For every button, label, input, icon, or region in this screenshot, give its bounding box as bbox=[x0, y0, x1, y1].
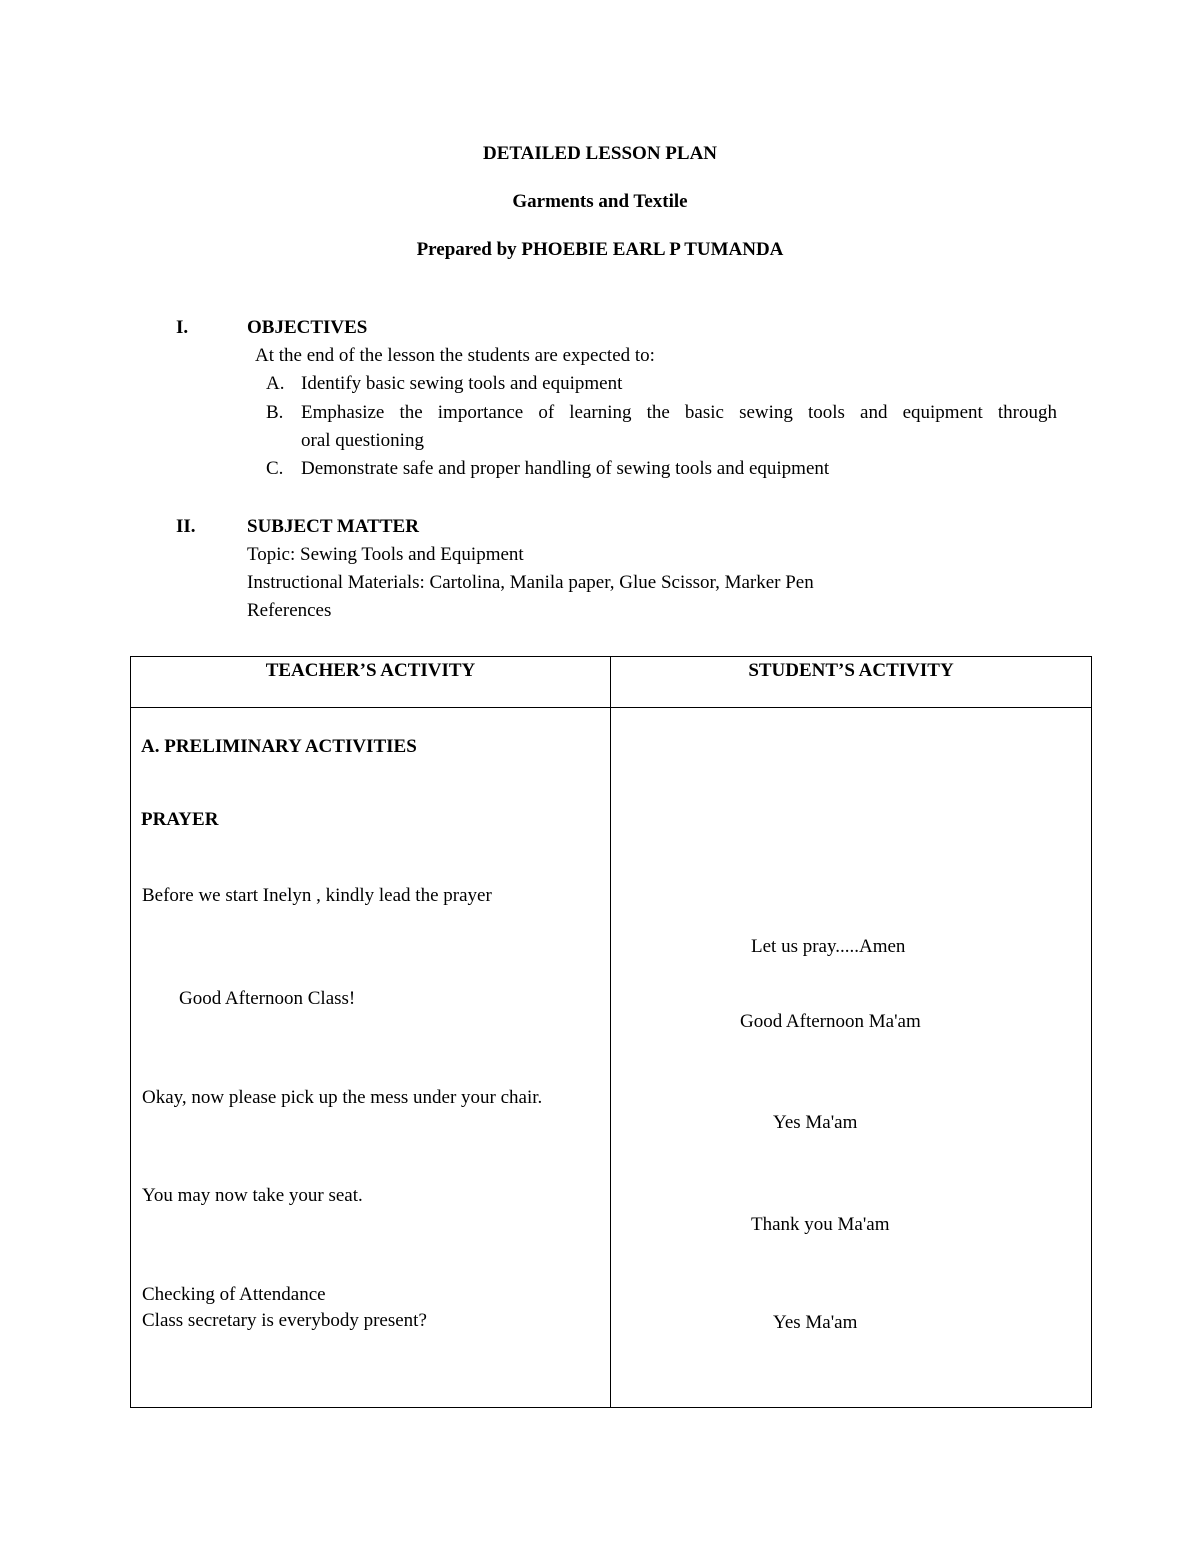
prayer-heading: PRAYER bbox=[141, 809, 219, 830]
objectives-numeral: I. bbox=[176, 317, 189, 338]
student-greeting-reply: Good Afternoon Ma'am bbox=[740, 1011, 921, 1032]
student-cleanup-reply: Yes Ma'am bbox=[773, 1112, 858, 1133]
teacher-seat: You may now take your seat. bbox=[142, 1185, 363, 1206]
objective-letter-c: C. bbox=[266, 458, 284, 479]
subject-matter-heading: SUBJECT MATTER bbox=[247, 516, 419, 537]
table-column-divider bbox=[610, 657, 611, 1407]
objective-letter-b: B. bbox=[266, 402, 284, 423]
objective-item-b: Emphasize the importance of learning the basic sewing tools and equipment through bbox=[301, 402, 1057, 423]
teacher-prayer-line: Before we start Inelyn , kindly lead the prayer bbox=[142, 885, 492, 906]
student-seat-reply: Thank you Ma'am bbox=[751, 1214, 890, 1235]
activity-table bbox=[130, 656, 1092, 1408]
teacher-activity-header: TEACHER’S ACTIVITY bbox=[265, 660, 476, 681]
topic-line: Topic: Sewing Tools and Equipment bbox=[247, 544, 524, 565]
objectives-intro: At the end of the lesson the students are expected to: bbox=[255, 345, 655, 366]
document-title: DETAILED LESSON PLAN bbox=[482, 143, 718, 164]
objective-item-b-cont: oral questioning bbox=[301, 430, 424, 451]
table-header-divider bbox=[131, 707, 1091, 708]
student-activity-header: STUDENT’S ACTIVITY bbox=[748, 660, 954, 681]
subject-title: Garments and Textile bbox=[512, 191, 688, 212]
attendance-question: Class secretary is everybody present? bbox=[142, 1310, 427, 1331]
objectives-heading: OBJECTIVES bbox=[247, 317, 368, 338]
objective-letter-a: A. bbox=[266, 373, 285, 394]
subject-matter-numeral: II. bbox=[176, 516, 196, 537]
teacher-greeting: Good Afternoon Class! bbox=[179, 988, 356, 1009]
teacher-cleanup: Okay, now please pick up the mess under your chair. bbox=[142, 1087, 543, 1108]
preliminary-activities-heading: A. PRELIMINARY ACTIVITIES bbox=[141, 736, 417, 757]
materials-line: Instructional Materials: Cartolina, Manila paper, Glue Scissor, Marker Pen bbox=[247, 572, 814, 593]
references-line: References bbox=[247, 600, 332, 621]
student-prayer-reply: Let us pray.....Amen bbox=[751, 936, 906, 957]
attendance-heading: Checking of Attendance bbox=[142, 1284, 326, 1305]
prepared-by: Prepared by PHOEBIE EARL P TUMANDA bbox=[416, 239, 784, 260]
objective-item-c: Demonstrate safe and proper handling of sewing tools and equipment bbox=[301, 458, 830, 479]
objective-item-a: Identify basic sewing tools and equipment bbox=[301, 373, 623, 394]
student-attendance-reply: Yes Ma'am bbox=[773, 1312, 858, 1333]
